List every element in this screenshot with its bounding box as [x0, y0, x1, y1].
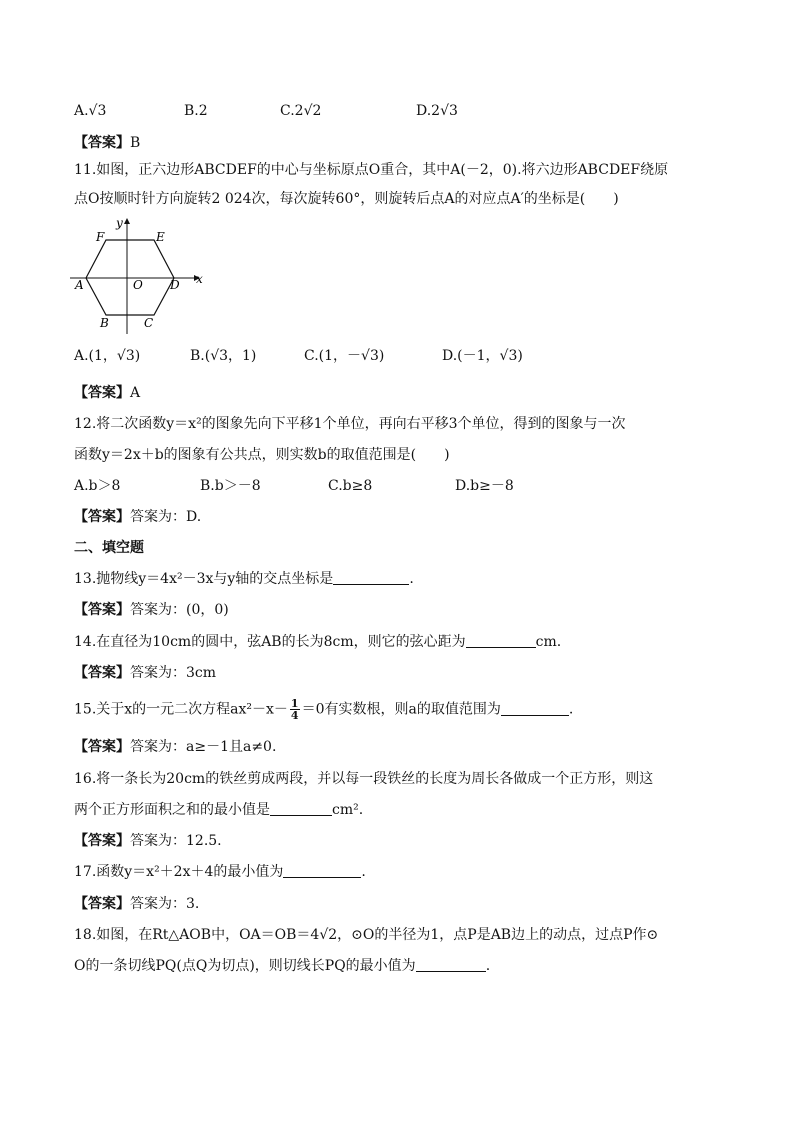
q16-question-line-2	[74, 800, 363, 820]
q14-text: 14.在直径为10cm的圆中，弦AB的长为8cm，则它的弦心距为	[74, 634, 466, 650]
q17-question	[74, 862, 366, 882]
q16-line-1: 16.将一条长为20cm的铁丝剪成两段，并以每一段铁丝的长度为周长各做成一个正方形，则这	[74, 771, 654, 787]
answer-tag: 【答案】	[74, 602, 130, 618]
answer-tag: 【答案】	[74, 385, 130, 401]
answer-text: 答案为：a≥－1且a≠0.	[130, 739, 277, 755]
q11-option-c: C.(1，－√3)	[304, 348, 385, 364]
q14-blank	[466, 633, 536, 648]
q15-text-before: 15.关于x的一元二次方程ax²－x－	[74, 701, 288, 718]
q18-line-1: 18.如图，在Rt△AOB中，OA＝OB＝4√2，⊙O的半径为1，点P是AB边上的动点，过点P作⊙	[74, 927, 659, 943]
fraction-denominator: 4	[290, 709, 299, 722]
label-a: A	[75, 278, 84, 292]
answer-text: B	[130, 135, 141, 151]
q13-end: .	[409, 571, 414, 587]
q13-question	[74, 569, 414, 589]
q11-line-2: 点O按顺时针方向旋转2 024次，每次旋转60°，则旋转后点A的对应点A′的坐标是( )	[74, 191, 619, 207]
q14-answer	[74, 663, 216, 683]
q11-answer	[74, 383, 140, 403]
fraction-numerator: 1	[290, 697, 299, 710]
answer-text: 答案为：D.	[130, 509, 202, 525]
answer-text: 答案为：3.	[130, 896, 200, 912]
answer-tag: 【答案】	[74, 509, 130, 525]
q13-blank	[333, 570, 409, 585]
label-e: E	[156, 230, 165, 244]
answer-tag: 【答案】	[74, 833, 130, 849]
label-c: C	[144, 316, 154, 330]
answer-tag: 【答案】	[74, 739, 130, 755]
label-d: D	[170, 278, 180, 292]
q17-text: 17.函数y＝x²＋2x＋4的最小值为	[74, 864, 284, 880]
q12-line-1: 12.将二次函数y＝x²的图象先向下平移1个单位，再向右平移3个单位，得到的图象与一次	[74, 416, 626, 432]
q15-answer	[74, 737, 276, 757]
q12-option-b: B.b＞－8	[200, 478, 261, 494]
q15-fraction	[290, 698, 300, 721]
q11-line-1: 11.如图，正六边形ABCDEF的中心与坐标原点O重合，其中A(－2，0).将六边形ABCDEF绕原	[74, 162, 669, 178]
q10-option-c: C.2√2	[280, 103, 322, 119]
answer-text: A	[130, 385, 141, 401]
q14-end: cm.	[535, 634, 562, 650]
q15-text-after: ＝0有实数根，则a的取值范围为	[301, 701, 501, 718]
q18-blank	[416, 957, 486, 972]
q16-blank	[270, 801, 332, 816]
q10-option-b: B.2	[184, 103, 208, 119]
q17-answer	[74, 894, 199, 914]
q12-option-a: A.b＞8	[74, 478, 121, 494]
q12-option-d: D.b≥－8	[455, 478, 514, 494]
q15-end: .	[568, 701, 574, 718]
label-y: y	[116, 216, 123, 230]
q16-answer	[74, 831, 222, 851]
answer-tag: 【答案】	[74, 135, 130, 151]
q15-blank	[501, 701, 569, 716]
answer-text: 答案为：3cm	[130, 665, 217, 681]
answer-tag: 【答案】	[74, 665, 130, 681]
q18-end: .	[485, 958, 491, 974]
label-b: B	[100, 316, 109, 330]
label-o: O	[133, 278, 143, 292]
q13-answer	[74, 600, 229, 620]
q15-question	[74, 698, 573, 721]
q12-answer	[74, 507, 201, 527]
q11-option-b: B.(√3，1)	[190, 348, 257, 364]
q10-option-d: D.2√3	[416, 103, 458, 119]
answer-text: 答案为：12.5.	[130, 833, 222, 849]
q17-end: .	[361, 864, 366, 880]
q11-option-d: D.(－1，√3)	[442, 348, 523, 364]
answer-tag: 【答案】	[74, 896, 130, 912]
section-title: 二、填空题	[74, 540, 144, 556]
q10-answer	[74, 133, 140, 153]
q10-option-a: A.√3	[74, 103, 107, 119]
q12-option-c: C.b≥8	[328, 478, 373, 494]
hexagon-figure	[66, 214, 216, 336]
q11-option-a: A.(1，√3)	[74, 348, 141, 364]
q16-line-2: 两个正方形面积之和的最小值是	[74, 802, 270, 818]
answer-text: 答案为：(0，0)	[130, 602, 229, 618]
q14-question	[74, 632, 561, 652]
q16-end: cm².	[332, 802, 364, 818]
label-f: F	[96, 230, 105, 244]
label-x: x	[196, 272, 203, 286]
q18-line-2: O的一条切线PQ(点Q为切点)，则切线长PQ的最小值为	[74, 958, 416, 974]
q13-text: 13.抛物线y＝4x²－3x与y轴的交点坐标是	[74, 571, 334, 587]
q17-blank	[283, 863, 361, 878]
q18-question-line-2	[74, 956, 490, 976]
q12-line-2: 函数y＝2x＋b的图象有公共点，则实数b的取值范围是( )	[74, 447, 450, 463]
